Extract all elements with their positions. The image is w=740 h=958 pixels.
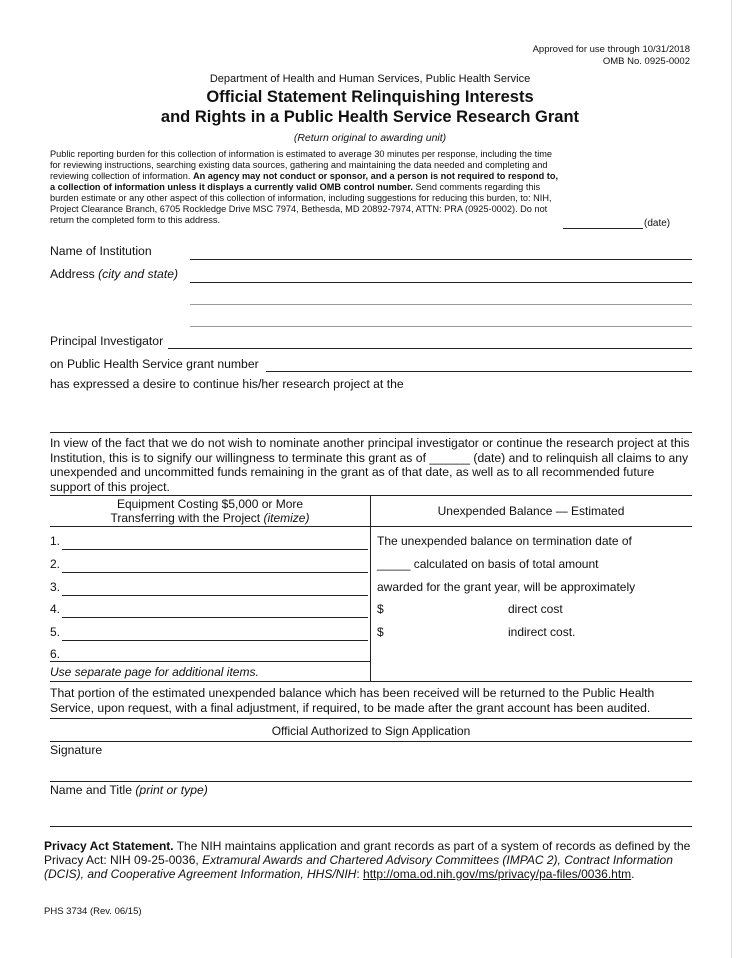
address-label-text: Address <box>50 267 95 281</box>
desire-field[interactable] <box>50 432 692 433</box>
equipment-header-line2 <box>50 511 370 525</box>
indirect-dollar-sign: $ <box>377 625 384 639</box>
pi-field[interactable] <box>168 348 692 349</box>
address-field-1[interactable] <box>190 282 692 283</box>
equipment-field-1[interactable] <box>62 549 368 550</box>
table-bottom-border <box>50 681 692 682</box>
equipment-item-4: 4. <box>50 602 61 616</box>
name-title-text: Name and Title <box>50 783 132 797</box>
name-title-label <box>50 783 208 797</box>
equipment-header <box>50 497 370 525</box>
equipment-item-1: 1. <box>50 534 61 548</box>
privacy-heading: Privacy Act Statement. <box>44 839 174 853</box>
form-title-line2: and Rights in a Public Health Service Research Grant <box>160 108 580 126</box>
equipment-header-line1: Equipment Costing $5,000 or More <box>116 497 304 511</box>
approval-info <box>533 44 690 68</box>
equipment-field-4[interactable] <box>62 617 368 618</box>
direct-dollar-sign: $ <box>377 602 384 616</box>
form-title-line1: Official Statement Relinquishing Interests <box>206 88 534 106</box>
pi-label: Principal Investigator <box>50 334 164 348</box>
grant-number-field[interactable] <box>266 371 692 372</box>
form-subtitle: (Return original to awarding unit) <box>293 132 447 144</box>
signature-field[interactable] <box>50 781 692 782</box>
address-field-2[interactable] <box>190 304 692 305</box>
additional-items-note: Use separate page for additional items. <box>50 665 259 679</box>
address-hint: (city and state) <box>98 267 179 281</box>
signature-label: Signature <box>50 743 103 757</box>
name-title-field[interactable] <box>50 826 692 827</box>
table-header-border <box>50 526 692 527</box>
termination-statement: In view of the fact that we do not wish to nominate another principal investigator or continue the research project at this Institution, this is to signify our willingness to terminate this grant as of ______ (date) and to relinquish all claims to any unexpended and uncommitted funds remaining in the grant as of that date, as well as to all recommended future support of this project. <box>50 436 690 494</box>
direct-cost-field[interactable] <box>388 616 502 617</box>
page-edge <box>731 0 732 958</box>
indirect-cost-field[interactable] <box>388 639 502 640</box>
address-field-3[interactable] <box>190 326 692 327</box>
equipment-field-6[interactable] <box>50 661 370 662</box>
desire-label: has expressed a desire to continue his/her research project at the <box>50 377 404 391</box>
burden-text-1: Public reporting burden for this collection of information is estimated to average 30 minutes per response, including the time for reviewing instructions, searching existing data sources, gathering and maintaining the data needed and completing and reviewing collection of information. <box>50 149 553 181</box>
privacy-end: . <box>631 867 635 881</box>
institution-field[interactable] <box>190 259 692 260</box>
burden-statement <box>50 149 565 226</box>
official-top-border <box>50 718 692 719</box>
privacy-act-statement <box>44 839 692 881</box>
direct-cost-label: direct cost <box>508 602 563 616</box>
equipment-header-hint: (itemize) <box>263 511 310 525</box>
approval-date: Approved for use through 10/31/2018 <box>532 44 690 55</box>
equipment-field-5[interactable] <box>62 640 368 641</box>
indirect-cost-label: indirect cost. <box>508 625 576 639</box>
balance-line-3: awarded for the grant year, will be approximately <box>377 580 636 594</box>
burden-bold: An agency may not conduct or sponsor, and a person is not required to respond to, a collection of information unless it displays a currently valid OMB control number. <box>50 171 558 192</box>
privacy-link[interactable]: http://oma.od.nih.gov/ms/privacy/pa-files/0036.htm <box>363 867 632 881</box>
form-number: PHS 3734 (Rev. 06/15) <box>44 906 142 917</box>
equipment-item-3: 3. <box>50 580 61 594</box>
burden-text-2: Send comments regarding this burden estimate or any other aspect of this collection of information, including suggestions for reducing this burden, to: NIH, Project Clearance Branch, 6705 Rockledge Drive MSC 7974, Bethesda, MD 20892-7974, ATTN: PRA (0925-0002). Do not return the completed form to this address. <box>50 182 552 225</box>
privacy-text-1: The NIH maintains application and grant records as part of a system of records as defined by the Privacy Act: NIH 09-25-0036, <box>44 839 691 867</box>
institution-label: Name of Institution <box>50 244 152 258</box>
date-label: (date) <box>644 218 671 229</box>
balance-header: Unexpended Balance — Estimated <box>437 504 625 518</box>
return-statement: That portion of the estimated unexpended balance which has been received will be returned to the Public Health Service, upon request, with a final adjustment, if required, to be made after the grant account has been audited. <box>50 686 655 715</box>
official-heading: Official Authorized to Sign Application <box>271 724 471 738</box>
table-top-border <box>50 495 692 496</box>
equipment-item-6: 6. <box>50 647 61 661</box>
grant-number-label: on Public Health Service grant number <box>50 357 259 371</box>
privacy-italic: Extramural Awards and Chartered Advisory Committees (IMPAC 2), Contract Information (DCIS), and Cooperative Agreement Information, HHS/NIH <box>44 853 673 881</box>
equipment-header-text: Transferring with the Project <box>110 511 261 525</box>
form-title <box>0 87 740 127</box>
balance-line-1: The unexpended balance on termination date of <box>377 534 632 548</box>
official-heading-border <box>50 741 692 742</box>
date-field[interactable] <box>563 228 643 229</box>
omb-number: OMB No. 0925-0002 <box>602 56 690 67</box>
address-label <box>50 267 178 281</box>
equipment-field-2[interactable] <box>62 572 368 573</box>
balance-line-2: _____ calculated on basis of total amount <box>377 557 599 571</box>
department-name: Department of Health and Human Services, Public Health Service <box>209 73 531 85</box>
privacy-text-2: : <box>356 867 364 881</box>
equipment-item-5: 5. <box>50 625 61 639</box>
name-title-hint: (print or type) <box>135 783 208 797</box>
equipment-item-2: 2. <box>50 557 61 571</box>
equipment-field-3[interactable] <box>62 595 368 596</box>
table-divider <box>370 496 371 681</box>
